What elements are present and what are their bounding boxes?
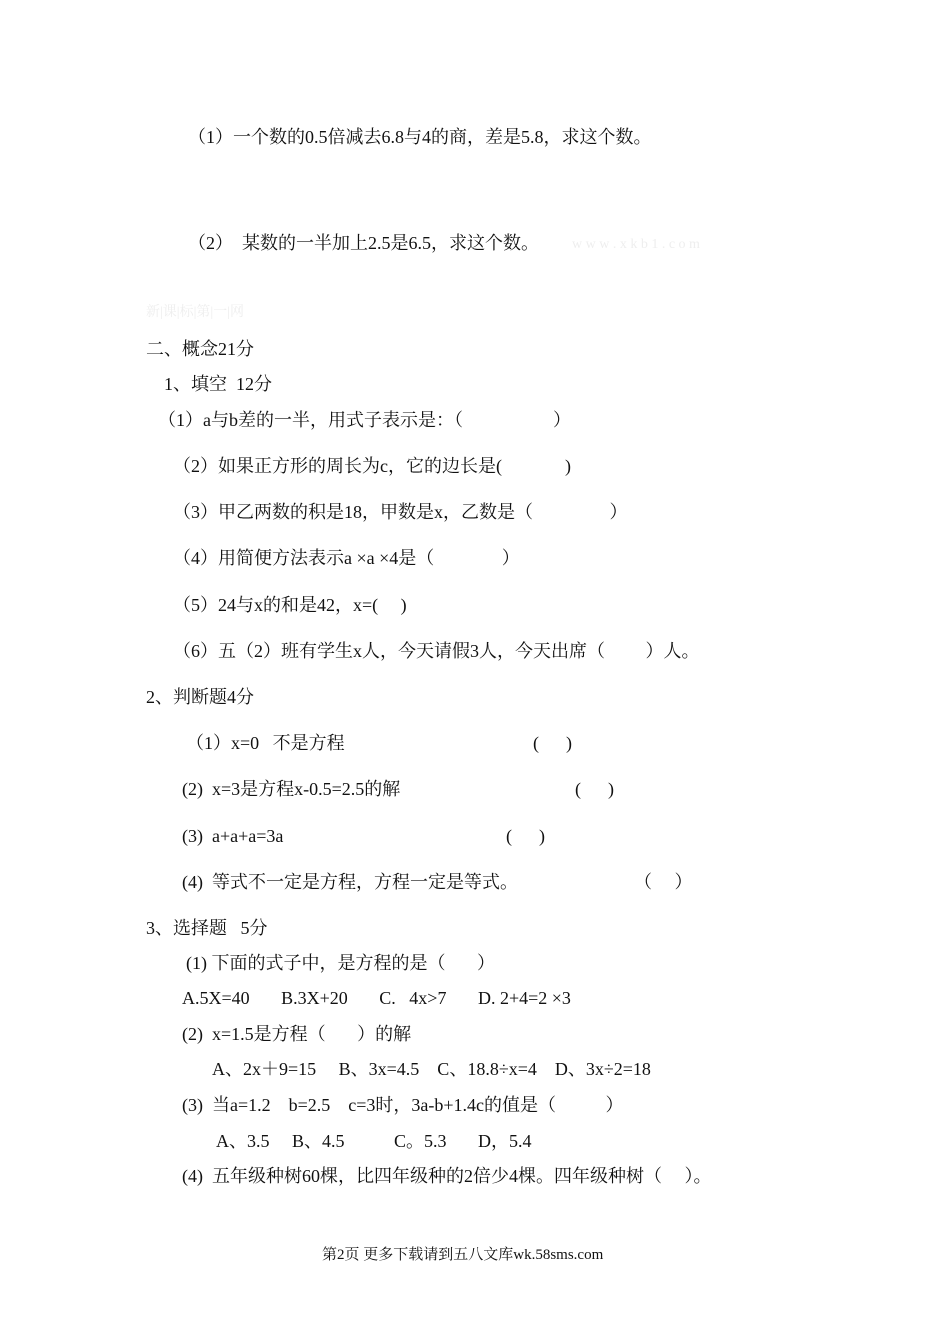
choice-question-3: (3) 当a=1.2 b=2.5 c=3时，3a-b+1.4c的值是（ ）: [182, 1095, 624, 1115]
judge-item-3: (3) a+a+a=3a: [182, 826, 284, 846]
page-footer: 第2页 更多下载请到五八文库wk.58sms.com: [322, 1247, 604, 1263]
judge-item-1: （1）x=0 不是方程: [186, 733, 345, 753]
choice-question-4: (4) 五年级种树60棵，比四年级种的2倍少4棵。四年级种树（ ）。: [182, 1166, 712, 1186]
fill-blank-item-4: （4）用简便方法表示a ×a ×4是（ ）: [173, 548, 520, 568]
word-problem-1: （1）一个数的0.5倍减去6.8与4的商，差是5.8，求这个数。: [188, 127, 652, 147]
choice-heading: 3、选择题 5分: [146, 918, 268, 938]
judge-item-2: (2) x=3是方程x-0.5=2.5的解: [182, 779, 401, 799]
fill-blank-item-3: （3）甲乙两数的积是18，甲数是x，乙数是（ ）: [173, 502, 628, 522]
watermark-brand: 新|课|标|第|一|网: [146, 305, 245, 320]
choice-question-2: (2) x=1.5是方程（ ）的解: [182, 1024, 412, 1044]
fill-blank-heading: 1、填空 12分: [164, 374, 272, 394]
fill-blank-item-6: （6）五（2）班有学生x人，今天请假3人，今天出席（ ）人。: [173, 641, 700, 661]
judge-item-4-blank: （ ）: [634, 872, 693, 892]
choice-question-1: (1) 下面的式子中，是方程的是（ ）: [186, 953, 495, 973]
judge-item-4: (4) 等式不一定是方程，方程一定是等式。: [182, 872, 518, 892]
judge-heading: 2、判断题4分: [146, 687, 254, 707]
choice-options-1: A.5X=40 B.3X+20 C. 4x>7 D. 2+4=2 ×3: [182, 988, 571, 1008]
choice-options-3: A、3.5 B、4.5 C。5.3 D，5.4: [216, 1131, 532, 1151]
section-heading-concepts: 二、概念21分: [146, 339, 254, 359]
judge-item-1-blank: ( ): [533, 733, 572, 753]
judge-item-2-blank: ( ): [575, 779, 614, 799]
fill-blank-item-5: （5）24与x的和是42，x=( ): [173, 595, 407, 615]
fill-blank-item-1: （1）a与b差的一半，用式子表示是：（ ）: [158, 410, 571, 430]
judge-item-3-blank: ( ): [506, 826, 545, 846]
word-problem-2: （2） 某数的一半加上2.5是6.5，求这个数。: [188, 233, 539, 253]
choice-options-2: A、2x＋9=15 B、3x=4.5 C、18.8÷x=4 D、3x÷2=18: [212, 1059, 651, 1079]
watermark-site: w w w . x k b 1 . c o m: [572, 237, 700, 252]
fill-blank-item-2: （2）如果正方形的周长为c，它的边长是( ): [173, 456, 571, 476]
